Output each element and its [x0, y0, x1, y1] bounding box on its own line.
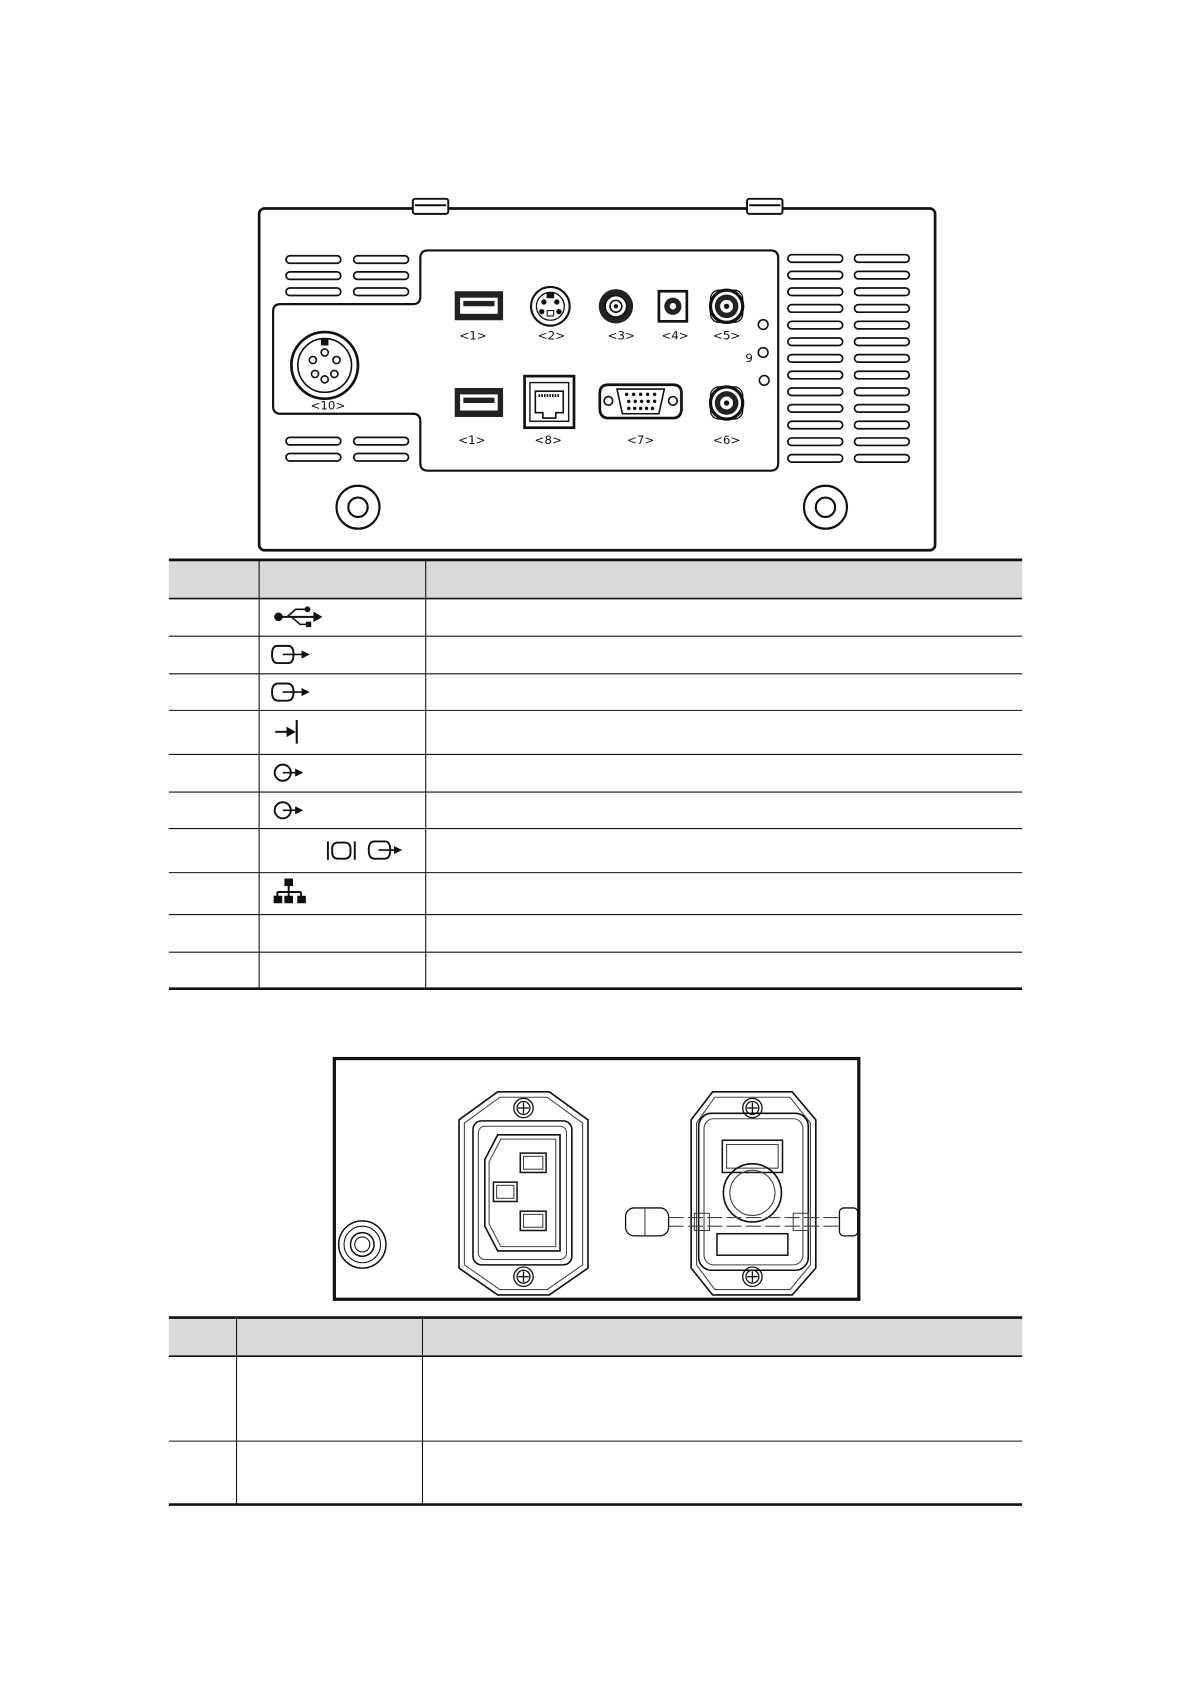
bnc-port-icon: [599, 289, 633, 323]
screw-icon: [743, 1098, 762, 1117]
vent-slot: [788, 271, 843, 279]
vent-slot: [854, 371, 909, 379]
vent-slot: [854, 355, 909, 363]
rca-port-icon: [710, 387, 742, 419]
screw-icon: [514, 1098, 533, 1117]
panel-latch: [413, 199, 448, 214]
video-output-icon: [272, 683, 309, 700]
vent-slot: [788, 438, 843, 446]
network-port-icon: [525, 376, 574, 428]
vent-slot: [854, 255, 909, 263]
vent-slot: [354, 288, 409, 296]
vent-slot: [788, 288, 843, 296]
connector-label: <2>: [537, 328, 566, 343]
connector-label: <4>: [661, 328, 689, 343]
jack-port-icon: [659, 291, 687, 321]
vent-slot: [788, 405, 843, 413]
vga-icon: [328, 841, 355, 859]
table-row: [275, 802, 302, 818]
connector-label: <1>: [458, 432, 486, 447]
screw-icon: [743, 1267, 762, 1286]
usb-port-icon: [455, 291, 503, 320]
vent-slot: [788, 455, 843, 463]
table-header: [169, 560, 1022, 599]
screw-icon: [514, 1267, 533, 1286]
vent-slot: [354, 272, 409, 280]
vent-slot: [854, 455, 909, 463]
audio-output-icon: [275, 765, 302, 781]
vent-slot: [788, 321, 843, 329]
power-table: [169, 1318, 1022, 1505]
audio-output-icon: [275, 802, 302, 818]
vent-slot: [788, 421, 843, 429]
table-header: [169, 1318, 1022, 1357]
vent-slot: [788, 388, 843, 396]
vent-slot: [854, 321, 909, 329]
vent-slot: [286, 288, 341, 296]
vent-slot: [854, 405, 909, 413]
vent-slot: [788, 338, 843, 346]
table-row: [275, 720, 296, 744]
connector-label: <5>: [712, 328, 741, 343]
table-row: [328, 841, 401, 859]
vent-slot: [286, 272, 341, 280]
input-arrow-icon: [275, 720, 296, 744]
vent-slot: [854, 338, 909, 346]
table-row: [275, 765, 302, 781]
connector-label: 9: [745, 351, 753, 366]
rca-port-icon: [710, 290, 742, 322]
vent-slot: [354, 437, 409, 445]
vent-slot: [286, 454, 341, 462]
table-row: [272, 646, 309, 663]
table-row: [275, 607, 322, 627]
vent-slot: [788, 255, 843, 263]
vent-slot: [788, 371, 843, 379]
vent-slot: [854, 438, 909, 446]
network-icon: [274, 879, 305, 903]
table-row: [272, 683, 309, 700]
vent-slot: [854, 421, 909, 429]
table-row: [274, 879, 305, 903]
video-output-icon: [272, 646, 309, 663]
vent-slot: [854, 305, 909, 313]
vent-slot: [354, 256, 409, 264]
vent-slot: [854, 288, 909, 296]
vent-slot: [788, 355, 843, 363]
vent-slot: [854, 388, 909, 396]
connector-label: <7>: [626, 432, 655, 447]
video-output-icon: [369, 841, 401, 858]
vent-slot: [788, 305, 843, 313]
connector-label: <3>: [607, 328, 635, 343]
vent-slot: [354, 454, 409, 462]
rear-panel-figure: [259, 199, 935, 550]
usb-symbol-icon: [275, 607, 322, 627]
vent-slot: [854, 271, 909, 279]
ports-table: [169, 560, 1022, 989]
panel-latch: [747, 199, 782, 214]
figure-frame: [334, 1059, 858, 1300]
vent-slot: [286, 256, 341, 264]
vent-slot: [286, 437, 341, 445]
usb-port-icon: [455, 388, 503, 417]
connector-label: <8>: [534, 432, 562, 447]
connector-label: <1>: [459, 328, 487, 343]
connector-label: <10>: [310, 398, 346, 413]
power-panel-figure: [334, 1059, 858, 1300]
connector-label: <6>: [712, 432, 741, 447]
